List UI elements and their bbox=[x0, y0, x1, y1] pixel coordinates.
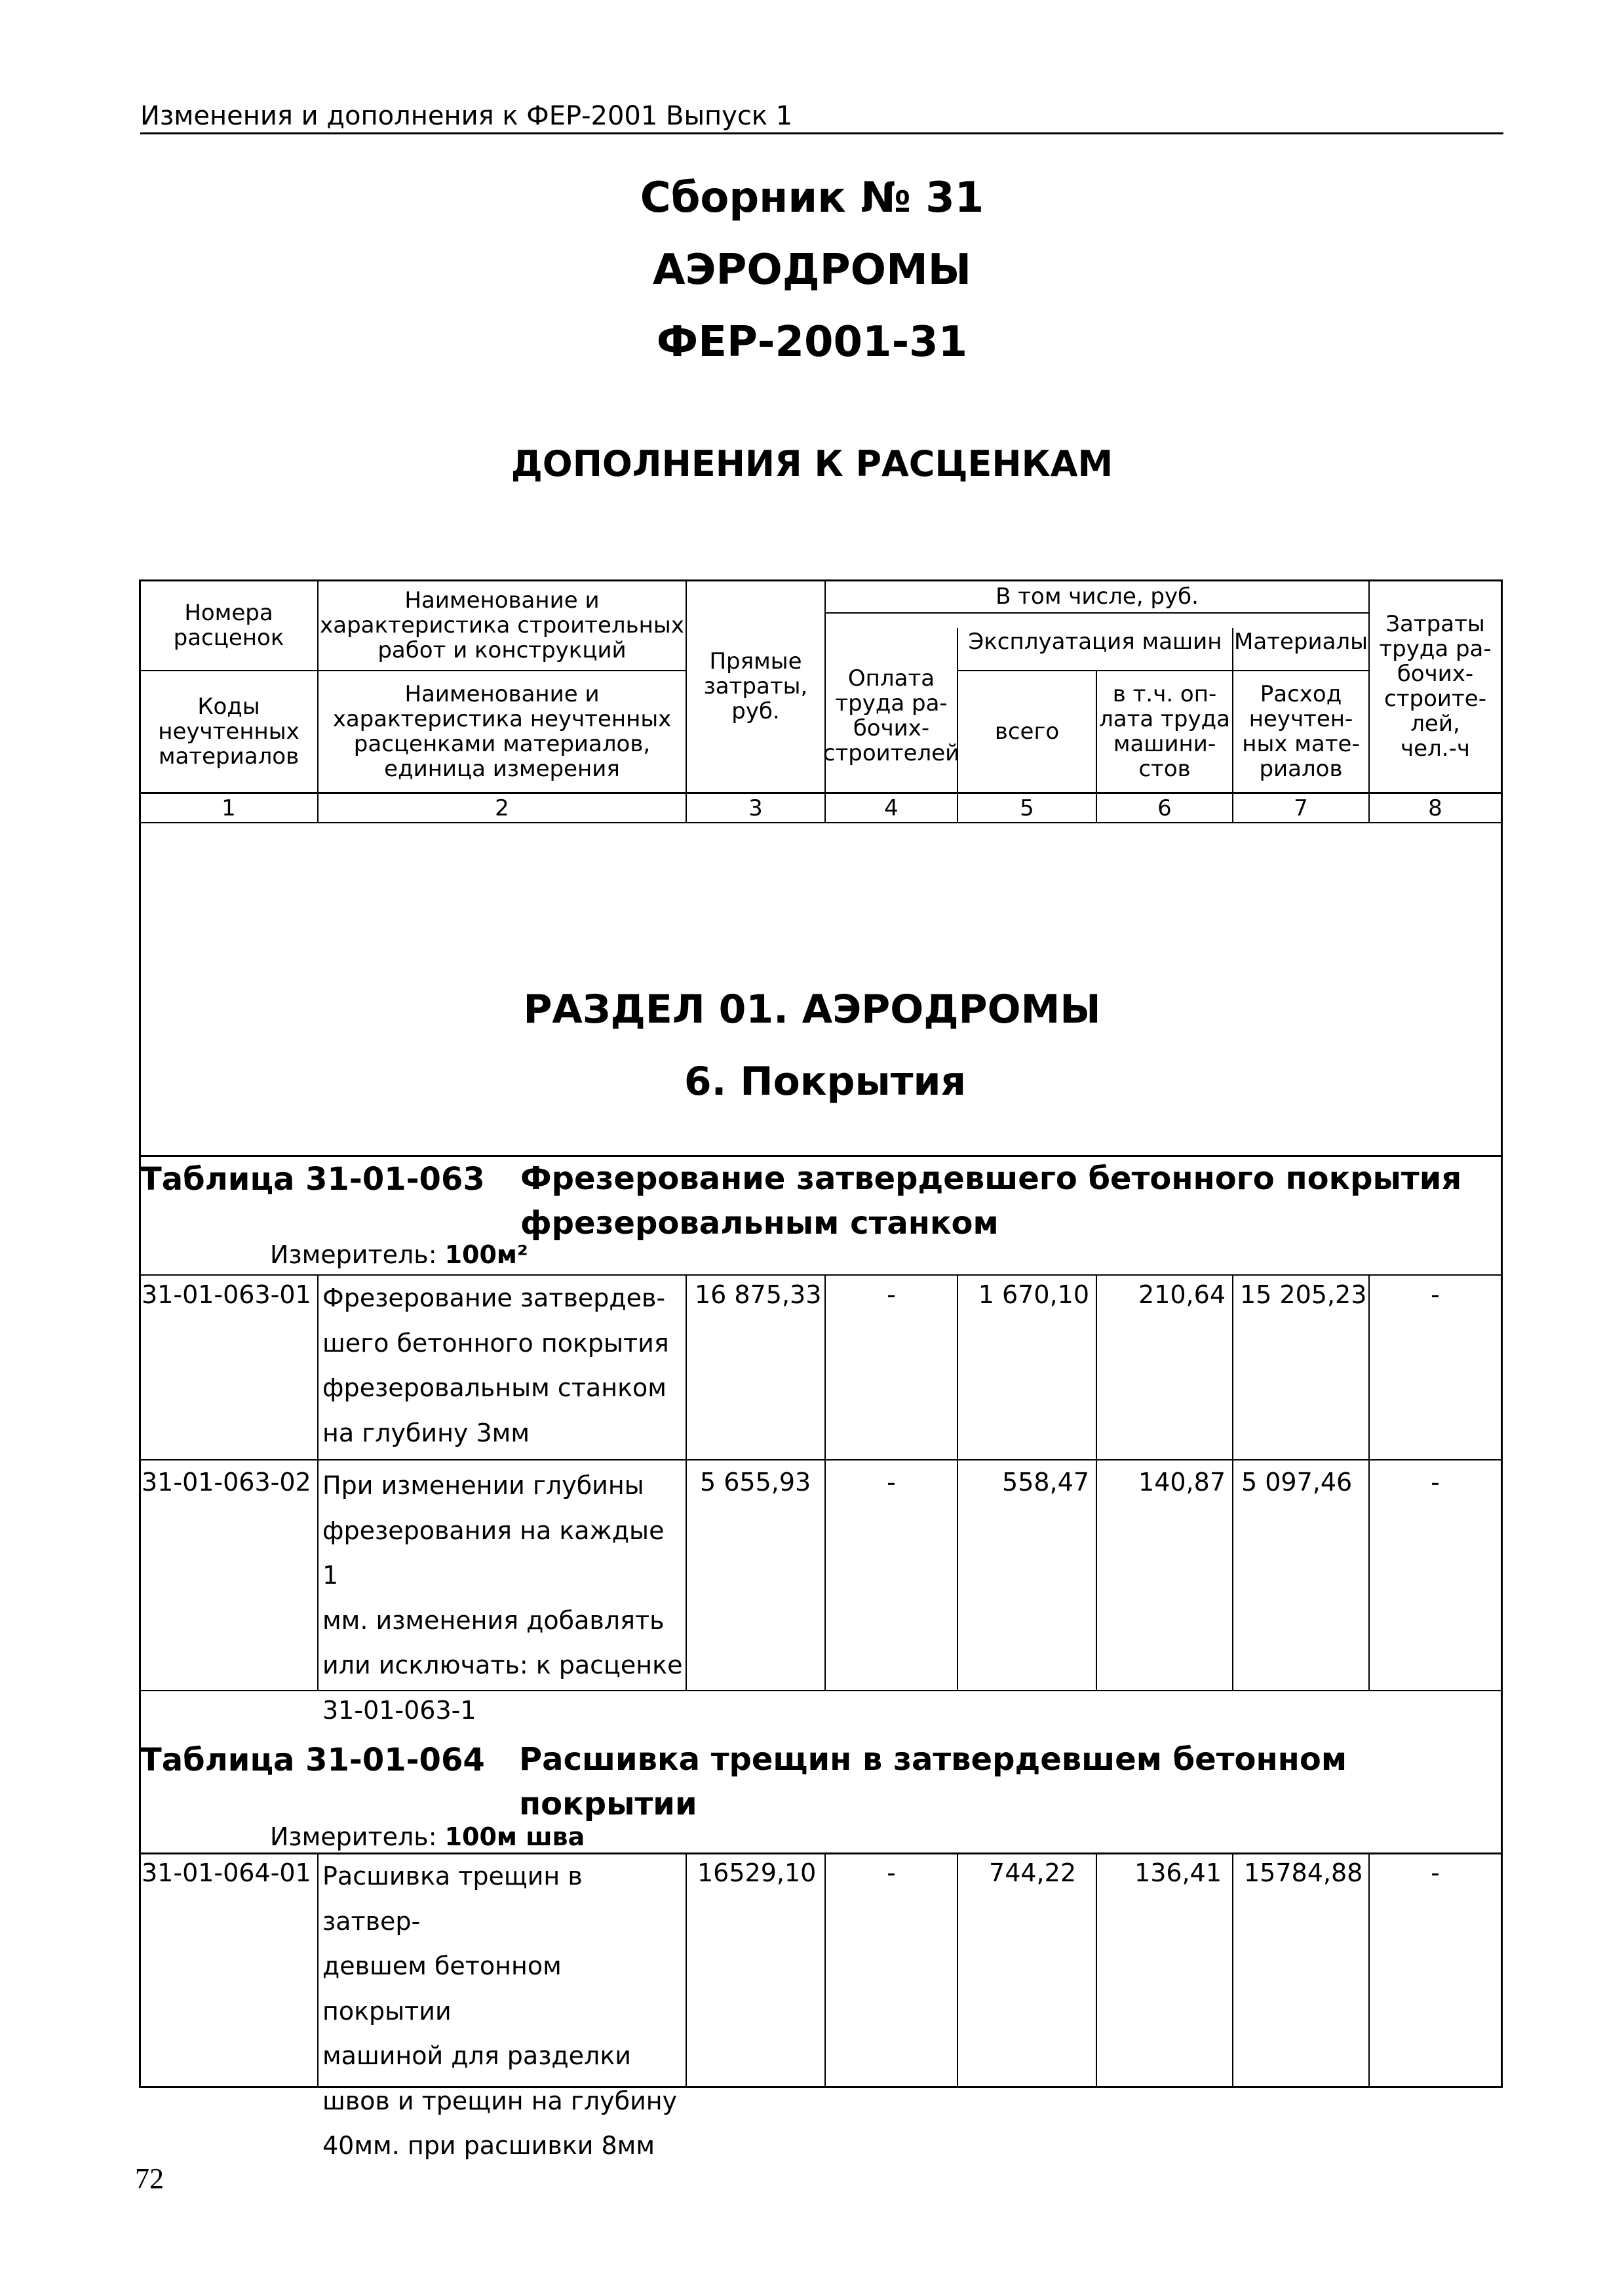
page-number: 72 bbox=[135, 2163, 164, 2195]
header-direct-costs: Прямые затраты, руб. bbox=[703, 648, 808, 724]
rate-description: При изменении глубины фрезерования на каждые 1 мм. изменения добавлять или исключать: к расценке 31-01-063-1 bbox=[322, 1471, 683, 1725]
materials-cost: 15 205,23 bbox=[1240, 1280, 1367, 1309]
header-machines-total: всего bbox=[994, 718, 1060, 745]
measure-label: Измеритель: bbox=[270, 1240, 437, 1269]
column-number: 3 bbox=[748, 794, 763, 821]
column-number: 4 bbox=[884, 794, 899, 821]
section-title: РАЗДЕЛ 01. АЭРОДРОМЫ bbox=[523, 987, 1101, 1032]
header-rate-numbers: Номера расценок bbox=[173, 600, 284, 651]
column-number: 8 bbox=[1428, 794, 1442, 821]
machinists-pay: 210,64 bbox=[1138, 1280, 1226, 1309]
collection-code: ФЕР-2001-31 bbox=[656, 318, 968, 366]
rate-description: Расшивка трещин в затвер- девшем бетонном покрытии машиной для разделки швов и трещин на глубину 40мм. при расшивки 8мм bbox=[322, 1862, 678, 2160]
rate-code: 31-01-063-02 bbox=[142, 1468, 311, 1497]
direct-costs: 5 655,93 bbox=[700, 1468, 811, 1497]
labor-hours: - bbox=[1431, 1858, 1440, 1887]
header-work-name: Наименование и характеристика строительных работ и конструкций bbox=[320, 587, 684, 663]
column-number: 6 bbox=[1157, 794, 1172, 821]
rate-description: Фрезерование затвердев- шего бетонного покрытия фрезеровальным станком на глубину 3мм bbox=[322, 1284, 669, 1447]
table-name: Фрезерование затвердевшего бетонного покрытия фрезеровальным станком bbox=[520, 1160, 1462, 1242]
measure-unit bbox=[270, 1821, 585, 1853]
header-material-codes: Коды неучтенных материалов bbox=[158, 694, 300, 770]
direct-costs: 16 875,33 bbox=[695, 1280, 822, 1309]
header-unaccounted-materials: Расход неучтен- ных мате- риалов bbox=[1242, 681, 1360, 782]
measure-value: 100м² bbox=[444, 1240, 528, 1269]
column-number: 1 bbox=[222, 794, 236, 821]
rate-code: 31-01-064-01 bbox=[142, 1858, 311, 1887]
labor-hours: - bbox=[1431, 1468, 1440, 1497]
running-header: Изменения и дополнения к ФЕР-2001 Выпуск 1 bbox=[140, 100, 1503, 134]
collection-subject: АЭРОДРОМЫ bbox=[652, 246, 972, 294]
measure-label: Измеритель: bbox=[270, 1822, 437, 1851]
header-machine-operation: Эксплуатация машин bbox=[968, 629, 1222, 655]
column-number: 7 bbox=[1294, 794, 1308, 821]
rate-code: 31-01-063-01 bbox=[142, 1280, 311, 1309]
materials-cost: 5 097,46 bbox=[1241, 1468, 1353, 1497]
header-machinists-pay: в т.ч. оп- лата труда машини- стов bbox=[1099, 681, 1230, 782]
machinists-pay: 136,41 bbox=[1134, 1858, 1222, 1887]
table-label: Таблица 31-01-064 bbox=[140, 1742, 485, 1778]
measure-unit bbox=[270, 1239, 528, 1270]
direct-costs: 16529,10 bbox=[697, 1858, 817, 1887]
section-subtitle: 6. Покрытия bbox=[684, 1059, 967, 1105]
machines-total: 1 670,10 bbox=[978, 1280, 1089, 1309]
header-including: В том числе, руб. bbox=[996, 583, 1199, 610]
labor-hours: - bbox=[1431, 1280, 1440, 1309]
labor-pay: - bbox=[887, 1858, 896, 1887]
header-materials: Материалы bbox=[1234, 629, 1368, 655]
table-label: Таблица 31-01-063 bbox=[140, 1161, 485, 1198]
column-number: 2 bbox=[495, 794, 509, 821]
labor-pay: - bbox=[887, 1468, 896, 1497]
document-heading: ДОПОЛНЕНИЯ К РАСЦЕНКАМ bbox=[511, 443, 1113, 484]
table-name: Расшивка трещин в затвердевшем бетонном покрытии bbox=[519, 1741, 1347, 1822]
header-material-name: Наименование и характеристика неучтенных расценками материалов, единица измерения bbox=[332, 681, 672, 782]
measure-value: 100м шва bbox=[444, 1822, 585, 1851]
machines-total: 558,47 bbox=[1002, 1468, 1089, 1497]
machinists-pay: 140,87 bbox=[1138, 1468, 1226, 1497]
header-labor-hours: Затраты труда ра- бочих- строите- лей, чел.-ч bbox=[1379, 611, 1492, 762]
labor-pay: - bbox=[887, 1280, 896, 1309]
collection-title: Сборник № 31 bbox=[640, 174, 984, 222]
materials-cost: 15784,88 bbox=[1244, 1858, 1363, 1887]
header-labor-pay: Оплата труда ра- бочих- строителей bbox=[822, 665, 960, 766]
machines-total: 744,22 bbox=[989, 1858, 1076, 1887]
column-number: 5 bbox=[1020, 794, 1034, 821]
